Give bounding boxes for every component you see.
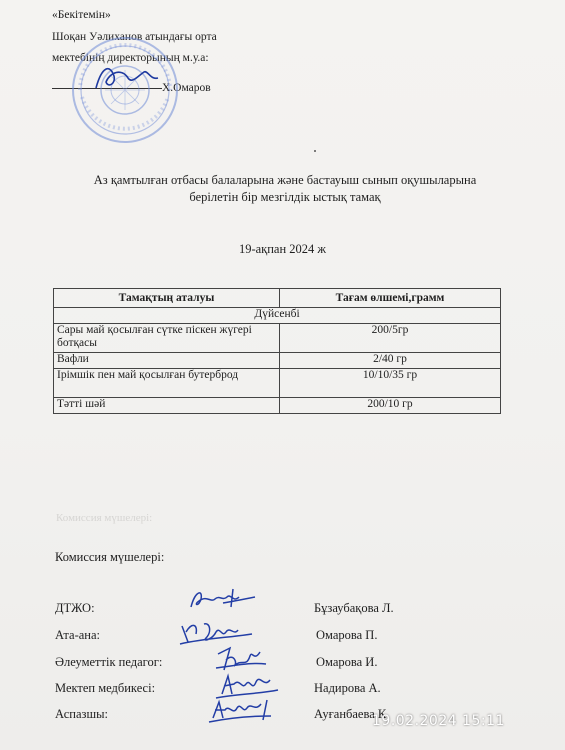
commission-title: Комиссия мүшелері: <box>55 550 165 564</box>
member-name: Омарова И. <box>316 655 378 669</box>
member-role: Ата-ана: <box>55 628 100 642</box>
approval-position: мектебінің директорының м.у.а: <box>52 52 209 64</box>
member-role: Аспазшы: <box>55 707 108 721</box>
dish-size: 2/40 гр <box>280 353 501 369</box>
signature-icon <box>185 585 260 615</box>
table-row <box>54 398 501 414</box>
member-role: Әлеуметтік педагог: <box>55 655 163 669</box>
dish-name: Тәтті шәй <box>54 398 280 414</box>
approval-school: Шоқан Уәлиханов атындағы орта <box>52 31 217 43</box>
show-through-text: Комиссия мүшелері: <box>56 512 153 524</box>
title-line-2: берілетін бір мезгілдік ыстық тамақ <box>189 190 381 204</box>
approval-header: «Бекітемін» <box>52 9 111 21</box>
member-role: ДТЖО: <box>55 601 95 615</box>
signature-icon <box>205 694 275 726</box>
table-day-row <box>54 308 501 324</box>
dish-size: 200/10 гр <box>280 398 501 414</box>
member-name: Надирова А. <box>314 681 381 695</box>
director-signature-icon <box>88 58 168 98</box>
member-name: Бұзаубақова Л. <box>314 601 394 615</box>
dish-size: 10/10/35 гр <box>280 369 501 398</box>
member-role: Мектеп медбикесі: <box>55 681 156 695</box>
document-date: 19-ақпан 2024 ж <box>238 242 327 256</box>
header-dish-name: Тамақтың аталуы <box>54 289 280 308</box>
table-row <box>54 353 501 369</box>
menu-table <box>53 288 501 414</box>
member-name: Омарова П. <box>316 628 378 642</box>
dish-name: Ірімшік пен май қосылған бутерброд <box>54 369 280 398</box>
day-label: Дүйсенбі <box>54 308 501 324</box>
title-line-1: Аз қамтылған отбасы балаларына және бастауыш сынып оқушыларына <box>93 173 477 187</box>
photo-timestamp: 19.02.2024 15:11 <box>372 713 505 729</box>
dish-name: Сары май қосылған сүтке піскен жүгері ботқасы <box>54 324 280 353</box>
dish-name: Вафли <box>54 353 280 369</box>
dot-mark <box>314 150 316 152</box>
dish-size: 200/5гр <box>280 324 501 353</box>
header-portion-size: Тағам өлшемі,грамм <box>280 289 501 308</box>
member-name: Ауғанбаева К <box>314 707 387 721</box>
director-name: Х.Омаров <box>162 82 211 94</box>
table-header-row <box>54 289 501 308</box>
table-row <box>54 369 501 398</box>
document-title <box>40 172 530 206</box>
table-row <box>54 324 501 353</box>
